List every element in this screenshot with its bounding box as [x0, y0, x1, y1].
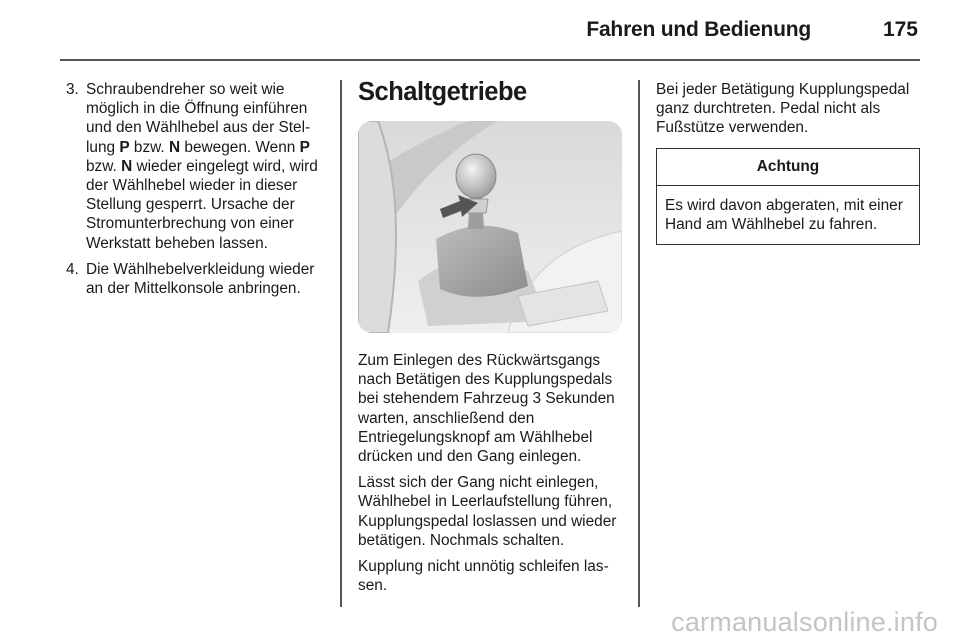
right-column [656, 80, 920, 245]
paragraph: Bei jeder Betätigung Kupplungspedal ganz durchtreten. Pedal nicht als Fußstütze verwenden. [656, 81, 910, 137]
caution-text: Es wird davon abgeraten, mit einer Hand am Wählhebel zu fahren. [665, 196, 903, 234]
middle-column [358, 77, 622, 602]
step-number: 4. [66, 260, 79, 278]
paragraph: Zum Einlegen des Rückwärtsgangs nach Betätigen des Kupplungspedals bei stehendem Fahrzeug 3 Sekunden warten, anschließend den Entriegelungsknopf am Wählhebel drücken und den Gang einlegen. [358, 352, 615, 466]
section-title: Schaltgetriebe [358, 78, 527, 106]
gear-symbol-p: P [299, 138, 310, 156]
column-divider-left [340, 80, 342, 607]
step-text-part: bzw. [129, 138, 169, 156]
caution-heading: Achtung [657, 149, 919, 186]
instruction-step [66, 260, 328, 298]
gear-symbol-n: N [169, 138, 181, 156]
step-text [86, 80, 328, 253]
step-text-part: bzw. [86, 157, 122, 175]
gear-symbol-p: P [119, 138, 130, 156]
column-divider-right [638, 80, 640, 607]
header-rule [60, 59, 920, 61]
gear-shift-illustration [358, 121, 622, 333]
step-number: 3. [66, 81, 79, 98]
step-text-part: Schraubendreher so weit wie möglich in die Öffnung einführen und den Wählhebel aus der Stellung [86, 81, 311, 156]
paragraph: Kupplung nicht unnötig schleifen lassen. [358, 558, 609, 595]
step-text-part: wieder eingelegt wird, wird der Wählhebel wieder in dieser Stellung gesperrt. Ursache der Stromunterbrechung von einer Werkstatt beheben lassen. [86, 157, 318, 252]
instruction-step [66, 80, 328, 253]
page-number: 175 [882, 18, 918, 41]
gear-symbol-n: N [121, 157, 133, 175]
step-text: Die Wählhebelverkleidung wieder an der Mittelkonsole anbringen. [86, 260, 315, 298]
page-header-title: Fahren und Bedienung [586, 18, 811, 41]
caution-box [656, 148, 920, 246]
watermark: carmanualsonline.info [671, 607, 938, 637]
left-column [66, 80, 328, 305]
paragraph: Lässt sich der Gang nicht einlegen, Wählhebel in Leerlaufstellung führen, Kupplungspedal loslassen und wieder betätigen. Nochmals schalten. [358, 474, 617, 549]
gear-shift-image [358, 121, 622, 333]
step-text-part: bewegen. Wenn [180, 138, 300, 156]
